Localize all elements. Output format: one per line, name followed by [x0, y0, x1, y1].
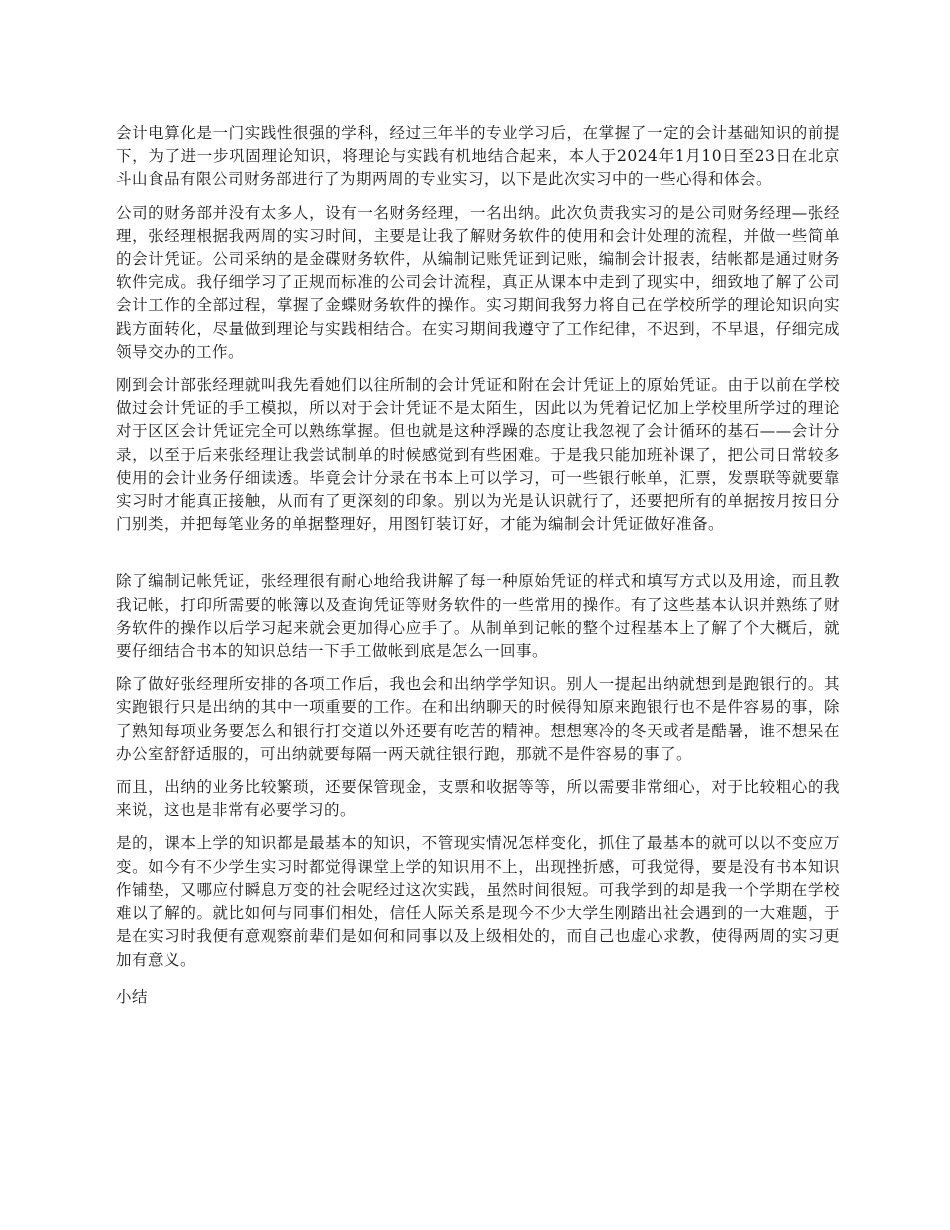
section-heading-summary: 小结 — [116, 987, 149, 1006]
paragraph-cashier: 除了做好张经理所安排的各项工作后，我也会和出纳学学知识。别人一提起出纳就想到是跑银行的。其实跑银行只是出纳的其中一项重要的工作。在和出纳聊天的时候得知原来跑银行也不是件容易的事，除了熟知每项业务要怎么和银行打交道以外还要有吃苦的精神。想想寒冷的冬天或者是酷暑，谁不想呆在办公室舒舒适服的，可出纳就要每隔一两天就往银行跑，那就不是件容易的事了。 — [116, 675, 840, 763]
paragraph-accounting-vouchers: 刚到会计部张经理就叫我先看她们以往所制的会计凭证和附在会计凭证上的原始凭证。由于以前在学校做过会计凭证的手工模拟，所以对于会计凭证不是太陌生，因此以为凭着记忆加上学校里所学过的理论对于区区会计凭证完全可以熟练掌握。但也就是这种浮躁的态度让我忽视了会计循环的基石——会计分录，以至于后来张经理让我尝试制单的时候感觉到有些困难。于是我只能加班补课了，把公司日常较多使用的会计业务仔细读透。毕竟会计分录在书本上可以学习，可一些银行帐单，汇票，发票联等就要靠实习时才能真正接触，从而有了更深刻的印象。别以为光是认识就行了，还要把所有的单据按月按日分门别类，并把每笔业务的单据整理好，用图钉装订好，才能为编制会计凭证做好准备。 — [116, 376, 840, 534]
paragraph-bookkeeping: 除了编制记帐凭证，张经理很有耐心地给我讲解了每一种原始凭证的样式和填写方式以及用途，而且教我记帐，打印所需要的帐簿以及查询凭证等财务软件的一些常用的操作。有了这些基本认识并熟练了财务软件的操作以后学习起来就会更加得心应手了。从制单到记帐的整个过程基本上了解了个大概后，就要仔细结合书本的知识总结一下手工做帐到底是怎么一回事。 — [116, 572, 840, 661]
paragraph-cashier-duties: 而且，出纳的业务比较繁琐，还要保管现金，支票和收据等等，所以需要非常细心，对于比较粗心的我来说，这也是非常有必要学习的。 — [116, 778, 840, 820]
document-body — [116, 122, 840, 1019]
paragraph-reflection: 是的，课本上学的知识都是最基本的知识，不管现实情况怎样变化，抓住了最基本的就可以以不变应万变。如今有不少学生实习时都觉得课堂上学的知识用不上，出现挫折感，可我觉得，要是没有书本知识作铺垫，又哪应付瞬息万变的社会呢经过这次实践，虽然时间很短。可我学到的却是我一个学期在学校难以了解的。就比如何与同事们相处，信任人际关系是现今不少大学生刚踏出社会遇到的一大难题，于是在实习时我便有意观察前辈们是如何和同事以及上级相处的，而自己也虚心求教，使得两周的实习更加有意义。 — [116, 834, 840, 969]
paragraph-finance-department: 公司的财务部并没有太多人，设有一名财务经理，一名出纳。此次负责我实习的是公司财务经理—张经理，张经理根据我两周的实习时间，主要是让我了解财务软件的使用和会计处理的流程，并做一些简单的会计凭证。公司采纳的是金碟财务软件，从编制记账凭证到记账，编制会计报表，结帐都是通过财务软件完成。我仔细学习了正规而标准的公司会计流程，真正从课本中走到了现实中，细致地了解了公司会计工作的全部过程，掌握了金蝶财务软件的操作。实习期间我努力将自己在学校所学的理论知识向实践方面转化，尽量做到理论与实践相结合。在实习期间我遵守了工作纪律，不迟到，不早退，仔细完成领导交办的工作。 — [116, 203, 840, 361]
paragraph-intro: 会计电算化是一门实践性很强的学科，经过三年半的专业学习后，在掌握了一定的会计基础知识的前提下，为了进一步巩固理论知识，将理论与实践有机地结合起来，本人于2024年1月10日至23日在北京斗山食品有限公司财务部进行了为期两周的专业实习，以下是此次实习中的一些心得和体会。 — [116, 124, 840, 189]
